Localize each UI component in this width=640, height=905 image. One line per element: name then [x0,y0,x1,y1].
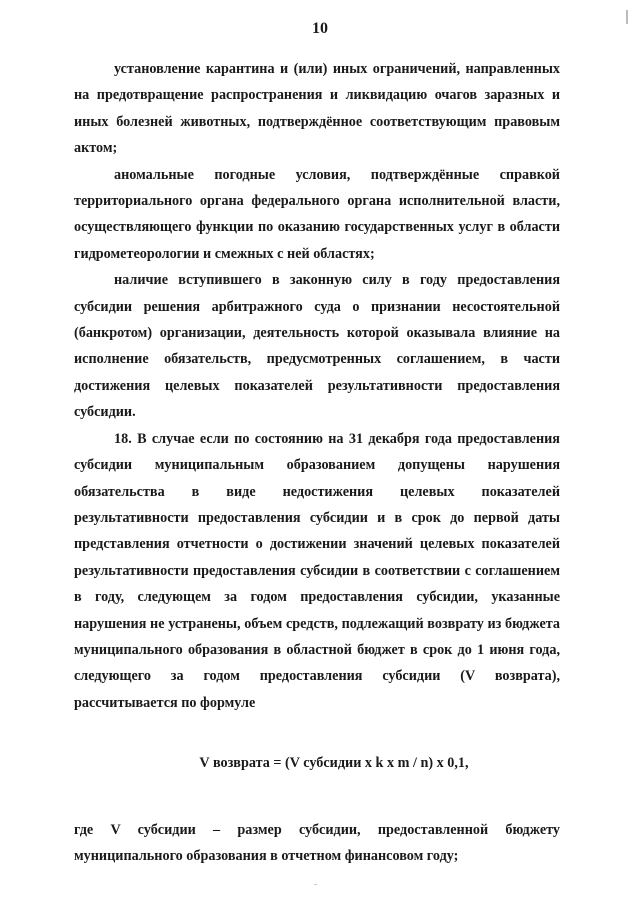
paragraph-quarantine: установление карантина и (или) иных ограничений, направленных на предотвращение распространения и ликвидацию очагов заразных и иных болезней животных, подтверждённое соответствующим правовым актом; [74,61,560,157]
paragraph-item-18: 18. В случае если по состоянию на 31 декабря года предоставления субсидии муниципальным образованием допущены нарушения обязательства в виде недостижения целевых показателей результативности предоставления субсидии и в срок до первой даты представления отчетности о достижении значений целевых показателей результативности предоставления субсидии в соответствии с соглашением в году, следующем за годом предоставления субсидии, указанные нарушения не устранены, объем средств, подлежащий возврату из бюджета муниципального образования в областной бюджет в срок до 1 июня года, следующего за годом предоставления субсидии (V возврата), рассчитывается по формуле [74,430,560,711]
scan-artifact-dot [314,884,317,885]
document-body [74,56,560,869]
formula-v-return: V возврата = (V субсидии x k x m / n) x 0,1, [199,755,469,772]
paragraph-weather: аномальные погодные условия, подтверждённые справкой территориального органа федерального органа исполнительной власти, осуществляющего функции по оказанию государственных услуг в области гидрометеорологии и смежных с ней областях; [74,166,560,262]
paragraph-formula-where: где V субсидии – размер субсидии, предоставленной бюджету муниципального образования в отчетном финансовом году; [74,821,560,864]
paragraph-bankruptcy: наличие вступившего в законную силу в году предоставления субсидии решения арбитражного суда о признании несостоятельной (банкротом) организации, деятельность которой оказывала влияние на исполнение обязательств, предусмотренных соглашением, в части достижения целевых показателей результативности предоставления субсидии. [74,272,560,421]
page-number: 10 [312,20,328,37]
